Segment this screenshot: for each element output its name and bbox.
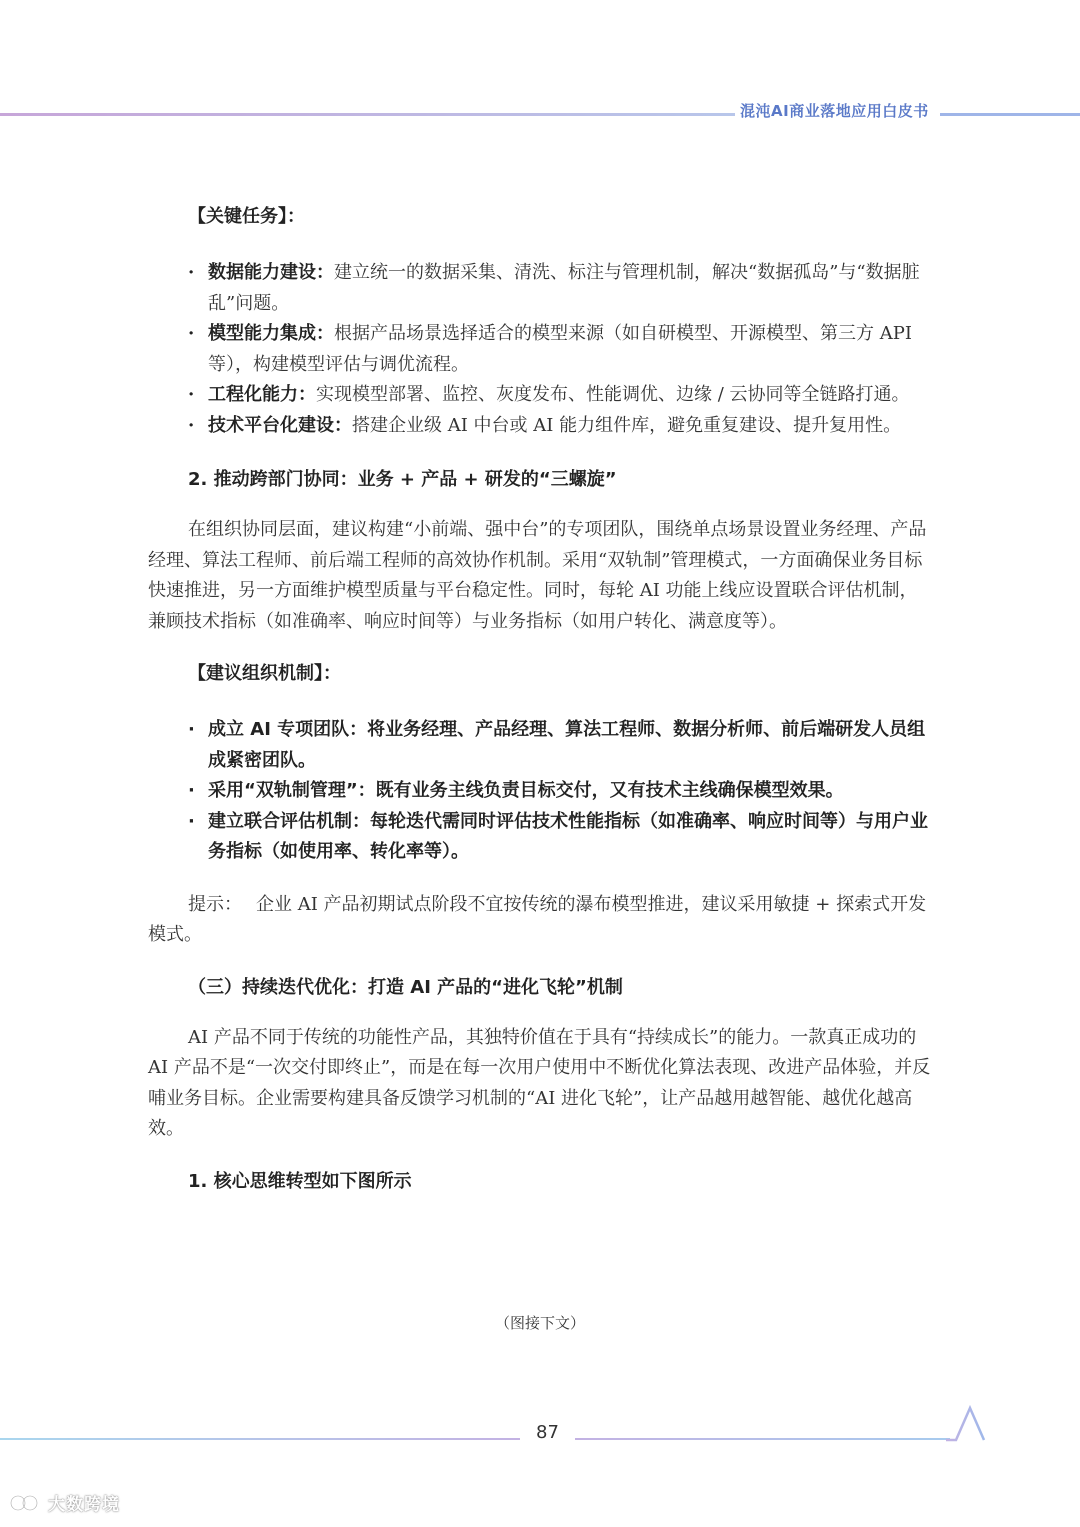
ai-logo-icon	[946, 1404, 1080, 1444]
tip-label: 提示：	[188, 893, 242, 915]
key-task-text: 建立统一的数据采集、清洗、标注与管理机制，解决“数据孤岛”与“数据脏乱”问题。	[208, 262, 920, 314]
key-task-item	[188, 380, 934, 411]
page-number: 87	[536, 1422, 559, 1443]
org-mechanism-item: · 成立 AI 专项团队：将业务经理、产品经理、算法工程师、数据分析师、前后端研发人员组成紧密团队。	[188, 715, 934, 776]
org-mechanism-item: · 建立联合评估机制：每轮迭代需同时评估技术性能指标（如准确率、响应时间等）与用户业务指标（如使用率、转化率等）。	[188, 807, 934, 868]
footer-rule-left	[0, 1438, 520, 1440]
figure-continued-caption: （图接下文）	[494, 1314, 585, 1332]
key-task-text: 搭建企业级 AI 中台或 AI 能力组件库，避免重复建设、提升复用性。	[352, 414, 902, 436]
watermark-text: 大数跨境	[48, 1495, 120, 1515]
page-body	[148, 202, 934, 1197]
footer-rule-right	[575, 1438, 950, 1440]
key-task-term: 模型能力集成：	[208, 323, 334, 344]
header-rule-right	[940, 113, 1080, 116]
watermark-logo-icon	[10, 1494, 46, 1512]
section3-heading: （三）持续迭代优化：打造 AI 产品的“进化飞轮”机制	[188, 976, 623, 998]
key-task-term: 数据能力建设：	[208, 262, 334, 283]
key-tasks-list	[188, 258, 934, 441]
org-mechanism-list	[188, 715, 934, 868]
key-task-item	[188, 319, 934, 380]
key-task-text: 根据产品场景选择适合的模型来源（如自研模型、开源模型、第三方 API 等），构建模型评估与调优流程。	[208, 323, 912, 375]
running-header-title: 混沌AI商业落地应用白皮书	[740, 102, 929, 120]
key-task-item	[188, 411, 934, 442]
key-task-term: 技术平台化建设：	[208, 414, 352, 436]
key-task-item	[188, 258, 934, 319]
tip-text: 企业 AI 产品初期试点阶段不宜按传统的瀑布模型推进，建议采用敏捷 + 探索式开发模式。	[148, 893, 927, 945]
subsection1-heading: 1. 核心思维转型如下图所示	[188, 1170, 412, 1192]
section2-heading: 2. 推动跨部门协同：业务 + 产品 + 研发的“三螺旋”	[188, 469, 617, 490]
key-task-text: 实现模型部署、监控、灰度发布、性能调优、边缘 / 云协同等全链路打通。	[316, 384, 910, 405]
section3-paragraph: AI 产品不同于传统的功能性产品，其独特价值在于具有“持续成长”的能力。一款真正成功的 AI 产品不是“一次交付即终止”，而是在每一次用户使用中不断优化算法表现、改进产品体验，并反哺业务目标。企业需要构建具备反馈学习机制的“AI 进化飞轮”，让产品越用越智能、越优化越高效。	[148, 1026, 931, 1139]
org-mechanism-heading: 【建议组织机制】：	[188, 663, 341, 684]
section2-paragraph: 在组织协同层面，建议构建“小前端、强中台”的专项团队，围绕单点场景设置业务经理、产品经理、算法工程师、前后端工程师的高效协作机制。采用“双轨制”管理模式，一方面确保业务目标快速推进，另一方面维护模型质量与平台稳定性。同时，每轮 AI 功能上线应设置联合评估机制，兼顾技术指标（如准确率、响应时间等）与业务指标（如用户转化、满意度等）。	[148, 519, 927, 632]
org-mechanism-item: · 采用“双轨制管理”：既有业务主线负责目标交付，又有技术主线确保模型效果。	[188, 776, 934, 807]
header-rule-left	[0, 113, 735, 116]
tip-paragraph	[148, 890, 934, 951]
watermark	[10, 1490, 150, 1516]
key-tasks-heading: 【关键任务】：	[188, 206, 305, 227]
key-task-term: 工程化能力：	[208, 384, 316, 405]
